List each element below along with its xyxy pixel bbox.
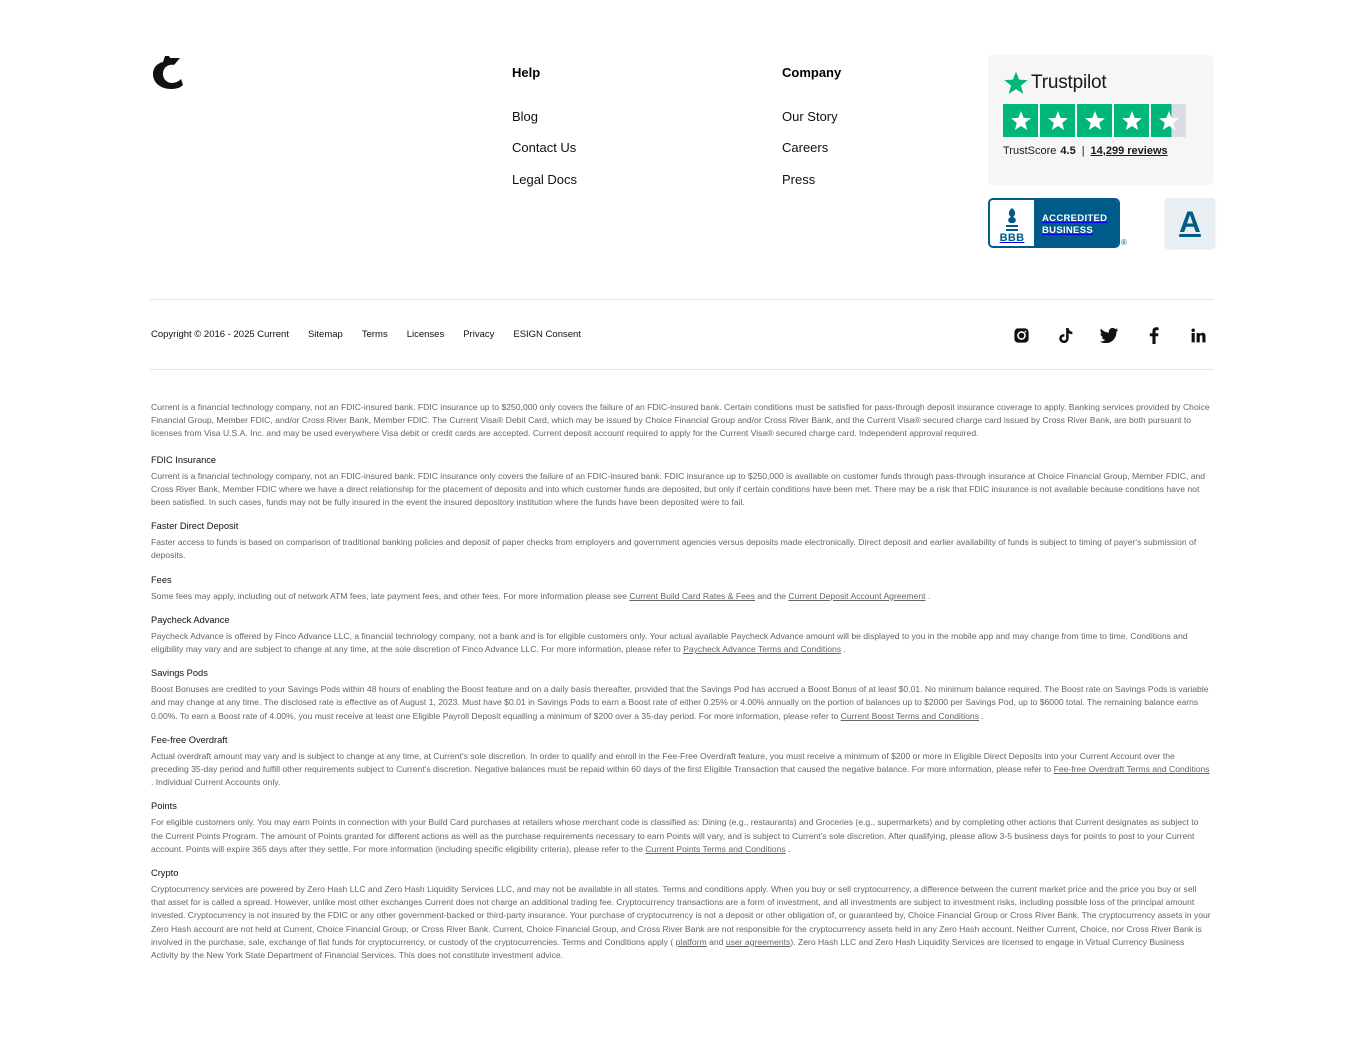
user-agreements-link[interactable]: user agreements [725,936,791,947]
bbb-accredited-badge[interactable] [988,198,1120,248]
fees-text-before: Some fees may apply, including out of network ATM fees, late payment fees, and other fees. For more information please see [151,590,630,601]
trustpilot-star-icon [1077,104,1112,137]
overdraft-heading: Fee-free Overdraft [151,734,228,745]
help-heading: Help [512,65,541,80]
crypto-heading: Crypto [151,868,179,879]
deposit-agreement-link[interactable]: Current Deposit Account Agreement [788,590,926,601]
company-heading: Company [782,65,842,80]
overdraft-terms-link[interactable]: Fee-free Overdraft Terms and Conditions [1053,764,1210,775]
trustpilot-half-star-icon [1151,104,1186,137]
bbb-registered-mark: ® [1121,238,1127,247]
crypto-text-before: Cryptocurrency services are powered by Zero Hash LLC and Zero Hash Liquidity Services LLC, and may not be available in all states. Terms and conditions apply. When you buy or sell cryptocurrency, a difference between the current market price and the price you buy or sell that asset for is called a spread. However, unlike most other exchanges Current does not charge an additional trading fee. Cryptocurrency transactions are a form of investment, and all investments are subject to investment risks, including possible loss of the principal amount invested. Cryptocurrency is not insured by the FDIC or any other government-backed or third-party insurance. Your purchase of cryptocurrency is not a deposit or other obligation of, or guaranteed by, Choice Financial Group or Cross River Bank. The cryptocurrency assets in your Zero Hash account are not held at Current, Choice Financial Group, or Cross River Bank. Current, Choice Financial Group, and Cross River Bank are not responsible for the cryptocurrency assets held in any Zero Hash account. Neither Current, Choice, nor Cross River Bank is involved in the purchase, sale, exchange of fiat funds for cryptocurrency, or custody of the cryptocurrencies. Terms and Conditions apply ( [151,884,1211,947]
faster-deposit-text: Faster access to funds is based on comparison of traditional banking policies and deposit of paper checks from employers and government agencies versus deposits made electronically. Direct deposit and earlier availability of funds is subject to timing of payer's submission of deposits. [151,537,1197,561]
bbb-torch-logo [990,200,1034,246]
current-c-logo-icon [150,54,186,90]
paycheck-text-before: Paycheck Advance is offered by Finco Advance LLC, a financial technology company, not a bank and is for eligible customers only. Your actual available Paycheck Advance amount will be displayed to you in the mobile app and may change from time to time. Conditions and eligibility may vary and are subject to change at any time, at the sole discretion of Finco Advance LLC. For more information, please refer to [151,630,1188,655]
trustpilot-star-icon [1114,104,1149,137]
fees-text-after: . [925,590,931,601]
paycheck-advance-text [151,630,1211,656]
careers-link[interactable]: Careers [782,140,829,155]
trustpilot-reviews-link[interactable]: 14,299 reviews [1090,145,1168,157]
legal-docs-link[interactable]: Legal Docs [512,172,578,187]
platform-link[interactable]: platform [675,936,707,947]
facebook-icon [1149,327,1159,344]
fdic-text: Current is a financial technology company, not an FDIC-insured bank. FDIC insurance only covers the failure of an FDIC-insured bank. FDIC insurance up to $250,000 is available on customer funds through pass-through insurance at Choice Financial Group, Member FDIC, and Cross River Bank, Member FDIC where we have a direct relationship for the placement of deposits and into which customer funds are deposited, but only if certain conditions have been met. There may be a risk that FDIC insurance is not available because conditions have not been satisfied. In such cases, funds may not be fully insured in the event the insured depository institution where the funds have been deposited were to fail. [151,470,1206,508]
copyright-text: Copyright © 2016 - 2025 Current [151,329,289,340]
bbb-accredited-text [1034,200,1118,246]
legal-links-row [151,329,600,340]
bbb-rating-badge[interactable]: A [1165,198,1215,248]
sitemap-link[interactable]: Sitemap [307,329,343,340]
instagram-icon [1013,327,1030,344]
points-text-before: For eligible customers only. You may earn Points in connection with your Build Card purchases at retailers whose merchant code is classified as: Dining (e.g., restaurants) and Groceries (e.g., supermarkets) and by completing other actions that Current designates as subject to the Current Points Program. The amount of Points granted for different actions as well as the purchase requirements necessary to earn Points will vary, and is subject to Current's sole discretion. After qualifying, please allow 3-5 business days for points to post to your Current account. Points will expire 365 days after they settle. For more information (including specific eligibility criteria), please refer to the [151,817,1199,854]
paycheck-text-after: . [841,644,846,655]
twitter-link[interactable] [1098,324,1120,346]
savings-pods-heading: Savings Pods [151,668,208,679]
contact-us-link[interactable]: Contact Us [512,140,577,155]
intro-disclosure: Current is a financial technology company, not an FDIC-insured bank. FDIC insurance up to $250,000 only covers the failure of an FDIC-insured bank. Certain conditions must be satisfied for pass-through deposit insurance coverage to apply. Banking services provided by Choice Financial Group, Member FDIC, and/or Cross River Bank, Member FDIC. The Current Visa® Debit Card, which may be issued by Choice Financial Group and/or Cross River Bank, and the Current Visa® secured charge card issued by Cross River Bank, are both pursuant to licenses from Visa U.S.A. Inc. and may be used everywhere Visa debit or credit cards are accepted. Current deposit account required to apply for the Current Visa® secured charge card. Independent approval required. [151,402,1210,439]
trustpilot-score [1003,145,1168,157]
instagram-link[interactable] [1010,324,1032,346]
paycheck-advance-heading: Paycheck Advance [151,614,230,625]
linkedin-link[interactable] [1187,324,1209,346]
points-terms-link[interactable]: Current Points Terms and Conditions [645,843,786,854]
facebook-link[interactable] [1143,324,1165,346]
crypto-text-mid: and [706,936,726,947]
esign-consent-link[interactable]: ESIGN Consent [513,329,581,340]
footer-divider [150,299,1214,300]
boost-terms-link[interactable]: Current Boost Terms and Conditions [840,710,979,721]
our-story-link[interactable]: Our Story [782,109,838,124]
trustpilot-star-icon [1040,104,1075,137]
tiktok-icon [1058,327,1073,344]
fees-text-mid: and the [754,590,789,601]
terms-link[interactable]: Terms [361,329,388,340]
rates-fees-link[interactable]: Current Build Card Rates & Fees [629,590,755,601]
savings-text-before: Boost Bonuses are credited to your Savings Pods within 48 hours of enabling the Boost feature and on a daily basis thereafter, provided that the Savings Pod has accrued a Boost Bonus of at least $0.01. No minimum balance required. The Boost rate on Savings Pods is variable and may change at any time. The disclosed rate is effective as of August 1, 2023. Must have $0.01 in Savings Pods to earn a Boost rate of either 0.25% or 4.00% annually on the portion of balances up to $2000 per Savings Pod, up to $6000 total. The remaining balance earns 0.00%. To earn a Boost rate of 4.00%, you must receive at least one Eligible Payroll Deposit equalling a minimum of $200 over a 35-day period. For more information, please refer to [151,684,1209,721]
bbb-business-line: BUSINESS [1042,225,1093,236]
trustpilot-star-icon [1003,104,1038,137]
privacy-link[interactable]: Privacy [463,329,495,340]
overdraft-text [151,750,1211,790]
trustscore-separator: | [1081,145,1085,157]
trustpilot-brand [1003,70,1106,96]
press-link[interactable]: Press [782,172,816,187]
savings-pods-text [151,683,1211,723]
fdic-heading: FDIC Insurance [151,454,217,465]
bbb-torch-icon [1002,207,1022,233]
licenses-link[interactable]: Licenses [406,329,445,340]
tiktok-link[interactable] [1054,324,1076,346]
current-logo-link[interactable] [150,54,186,90]
overdraft-text-after: . Individual Current Accounts only. [151,777,281,788]
points-text [151,816,1211,856]
twitter-icon [1100,328,1118,343]
paycheck-terms-link[interactable]: Paycheck Advance Terms and Conditions [683,644,842,655]
footer-divider [150,369,1214,370]
bbb-accredited-line: ACCREDITED [1042,213,1108,224]
bbb-logo-text: BBB [999,232,1025,244]
points-heading: Points [151,801,177,812]
linkedin-icon [1191,328,1206,343]
overdraft-text-before: Actual overdraft amount may vary and is subject to change at any time, at Current's sole discretion. In order to qualify and enroll in the Fee-Free Overdraft feature, you must receive a minimum of $200 or more in Eligible Direct Deposits into your Current Account over the preceding 35-day period and fulfill other requirements subject to Current's discretion. Negative balances must be repaid within 60 days of the first Eligible Transaction that caused the negative balance. For more information, please refer to [151,750,1175,775]
faster-deposit-heading: Faster Direct Deposit [151,521,239,532]
trustpilot-star-icon [1003,70,1029,96]
crypto-text [151,883,1211,962]
trustpilot-name: Trustpilot [1031,72,1107,93]
disclosures-section [151,401,1211,973]
savings-text-after: . [979,710,984,721]
fees-text [151,590,1211,603]
fees-heading: Fees [151,574,172,585]
blog-link[interactable]: Blog [512,109,539,124]
trustpilot-stars [1003,104,1186,137]
trustscore-value: 4.5 [1060,145,1076,157]
points-text-after: . [785,843,791,854]
trustscore-label: TrustScore [1003,145,1057,157]
crypto-text-after: ). Zero Hash LLC and Zero Hash Liquidity Services are licensed to engage in Virtual Currency Business Activity by the New York State Department of Financial Services. This does not constitute investment advice. [151,936,1185,961]
